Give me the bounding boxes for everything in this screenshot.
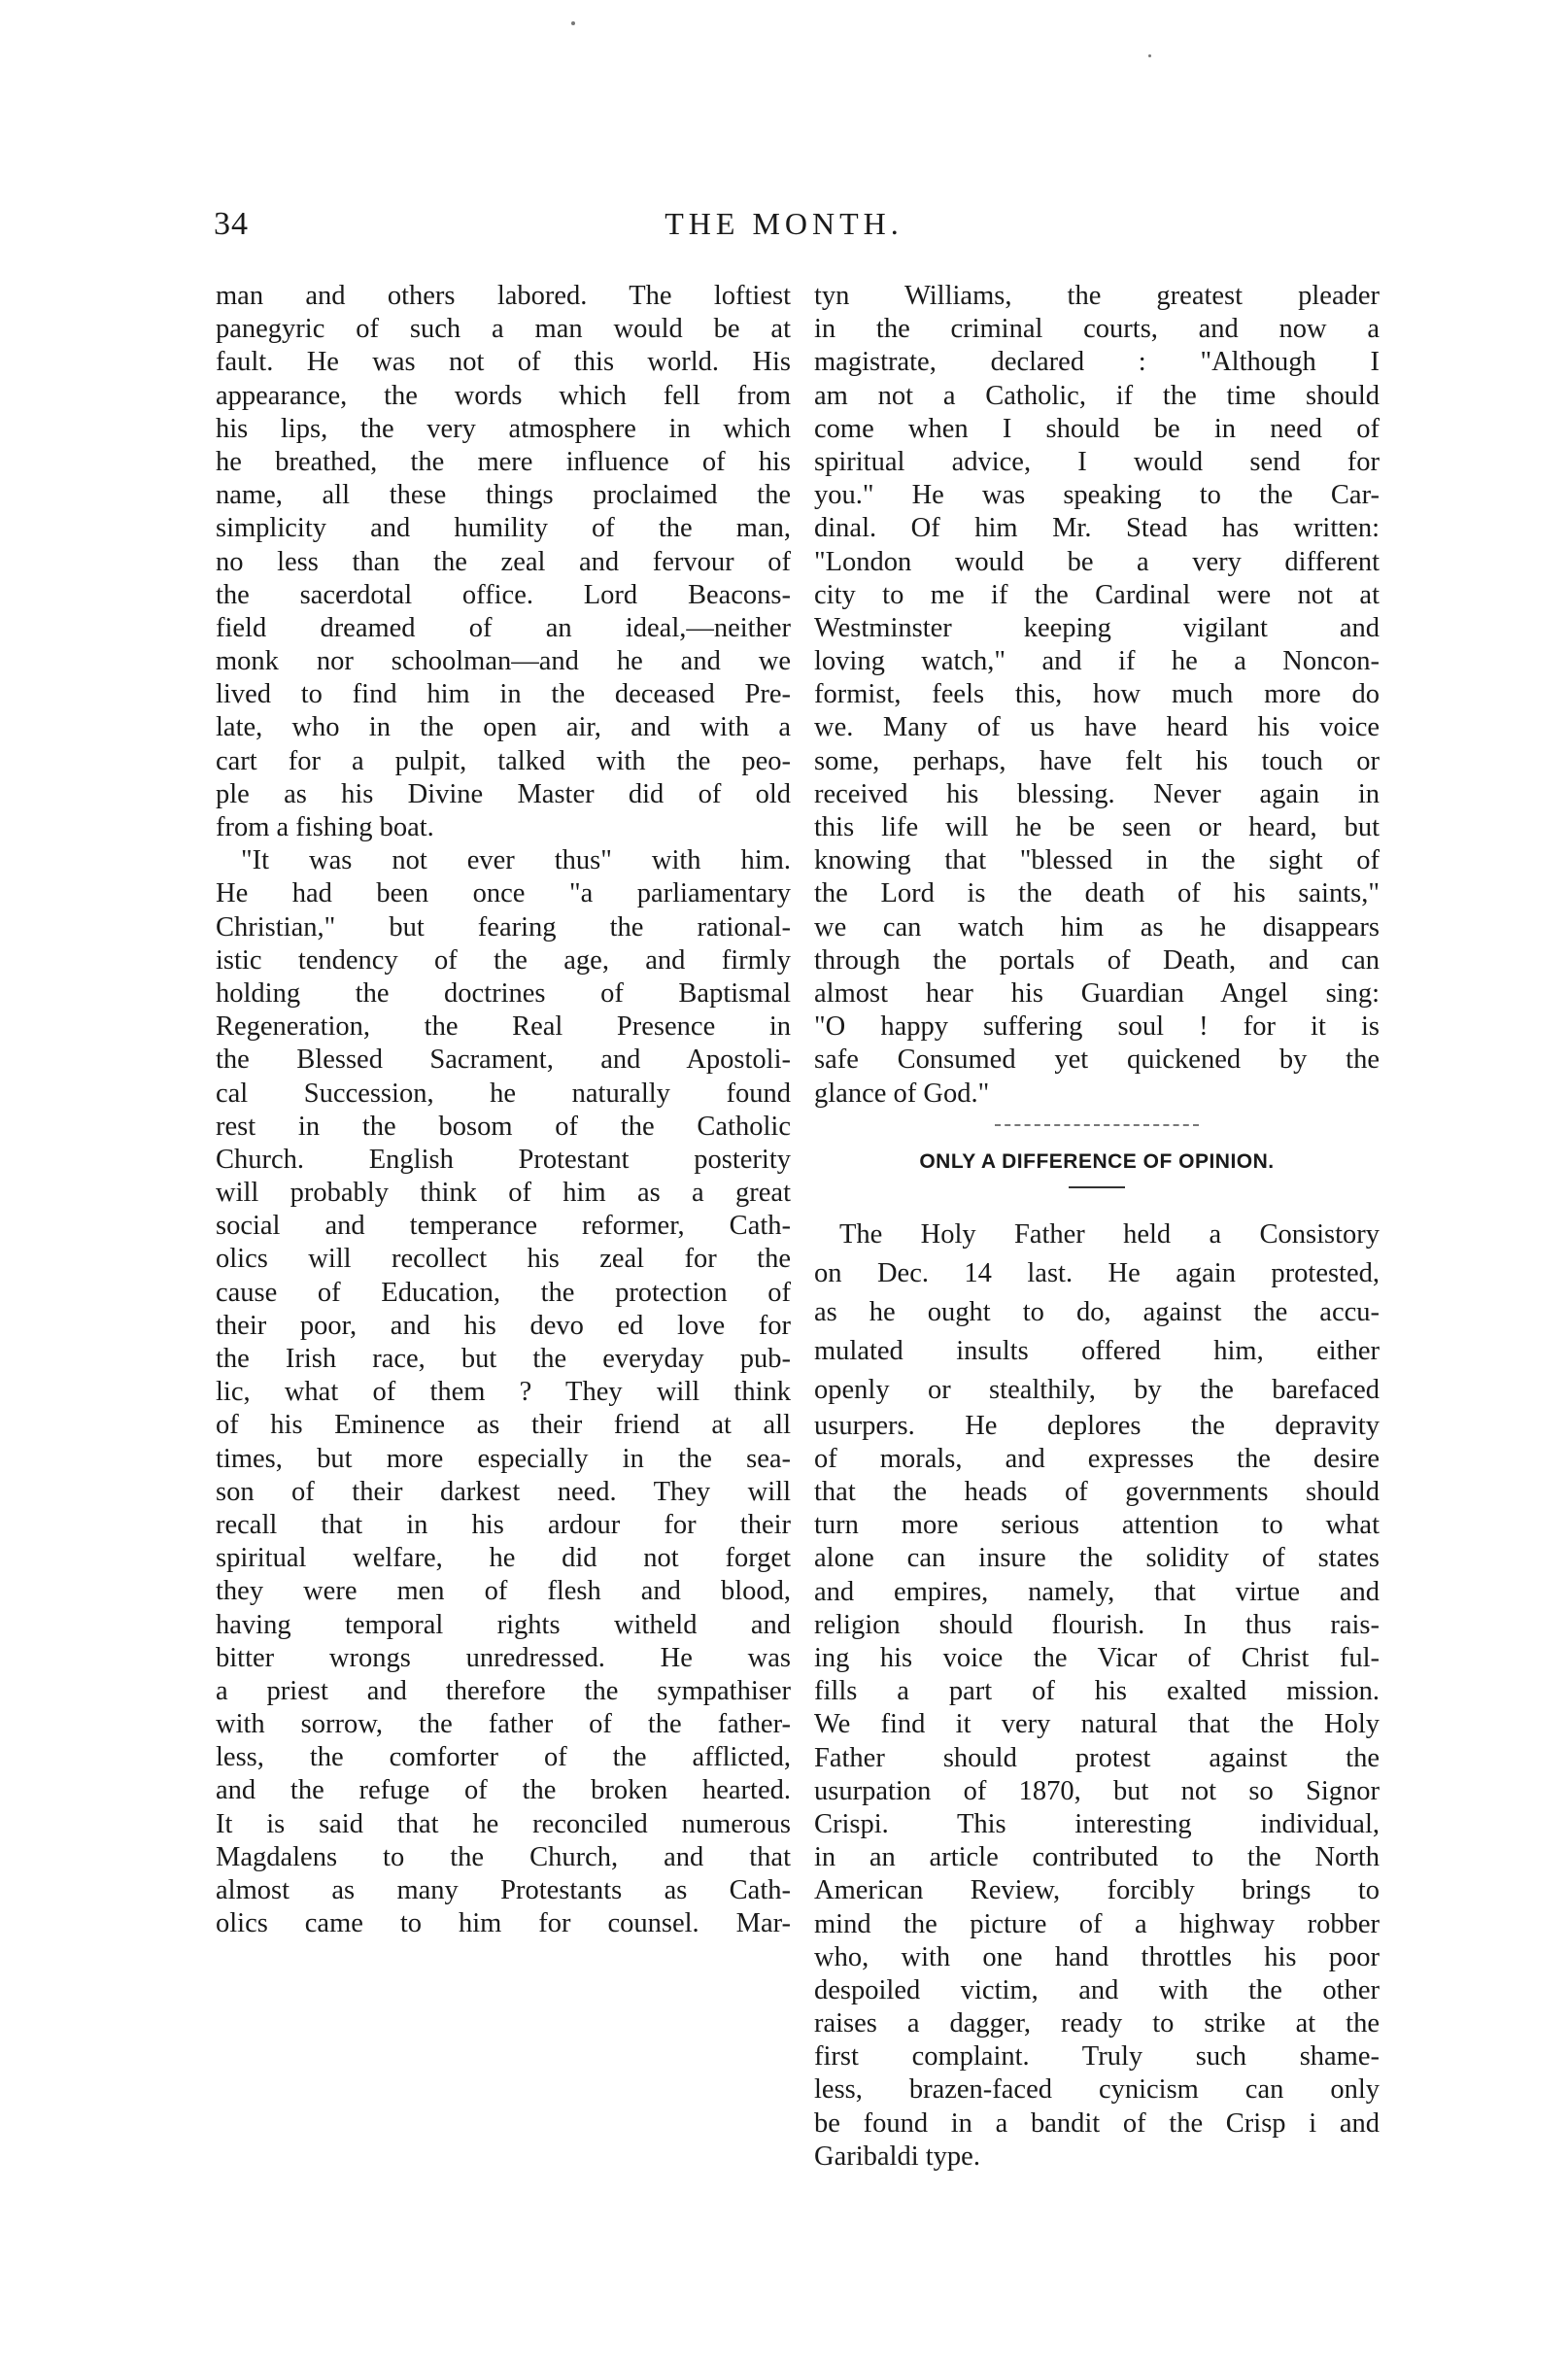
text-line: through the portals of Death, and can [814, 944, 1380, 976]
text-line: no less than the zeal and fervour of [216, 546, 791, 577]
text-line: Crispi. This interesting individual, [814, 1808, 1380, 1839]
text-line: will probably think of him as a great [216, 1178, 791, 1209]
text-line: that the heads of governments should [814, 1477, 1380, 1508]
text-line: religion should flourish. In thus rais- [814, 1609, 1380, 1640]
text-line: He had been once "a parliamentary [216, 878, 791, 909]
text-line: who, with one hand throttles his poor [814, 1941, 1380, 1972]
text-line: spiritual advice, I would send for [814, 446, 1380, 477]
text-line: Magdalens to the Church, and that [216, 1841, 791, 1872]
text-line: ing his voice the Vicar of Christ ful- [814, 1643, 1380, 1673]
text-line: dinal. Of him Mr. Stead has written: [814, 513, 1380, 544]
text-line: his lips, the very atmosphere in which [216, 413, 791, 444]
text-line: Church. English Protestant posterity [216, 1144, 791, 1175]
text-line: the sacerdotal office. Lord Beacons- [216, 579, 791, 610]
text-line: safe Consumed yet quickened by the [814, 1045, 1380, 1076]
text-line: in the criminal courts, and now a [814, 314, 1380, 345]
text-line: American Review, forcibly brings to [814, 1875, 1380, 1906]
text-line: the Irish race, but the everyday pub- [216, 1344, 791, 1374]
scan-speck [1148, 54, 1151, 57]
text-line: It is said that he reconciled numerous [216, 1808, 791, 1839]
text-line: rest in the bosom of the Catholic [216, 1111, 791, 1142]
text-line: spiritual welfare, he did not forget [216, 1543, 791, 1574]
text-line: olics came to him for counsel. Mar- [216, 1908, 791, 1939]
text-line: in an article contributed to the North [814, 1842, 1380, 1873]
text-line: city to me if the Cardinal were not at [814, 579, 1380, 610]
text-line: man and others labored. The loftiest [216, 281, 791, 311]
scan-speck [571, 21, 575, 25]
text-line: of morals, and expresses the desire [814, 1443, 1380, 1474]
text-line: cart for a pulpit, talked with the peo- [216, 745, 791, 776]
text-line: come when I should be in need of [814, 413, 1380, 444]
text-line: we. Many of us have heard his voice [814, 712, 1380, 743]
text-line: simplicity and humility of the man, [216, 513, 791, 544]
text-line: received his blessing. Never again in [814, 778, 1380, 809]
text-line: formist, feels this, how much more do [814, 679, 1380, 710]
text-line: cal Succession, he naturally found [216, 1078, 791, 1109]
text-line: We find it very natural that the Holy [814, 1709, 1380, 1740]
text-line: they were men of flesh and blood, [216, 1576, 791, 1607]
text-line: having temporal rights witheld and [216, 1609, 791, 1640]
text-line: fault. He was not of this world. His [216, 347, 791, 378]
text-line: first complaint. Truly such shame- [814, 2041, 1380, 2073]
text-line: a priest and therefore the sympathiser [216, 1675, 791, 1706]
text-line: Christian," but fearing the rational- [216, 911, 791, 942]
text-line: "O happy suffering soul ! for it is [814, 1011, 1380, 1043]
text-line: some, perhaps, have felt his touch or [814, 745, 1380, 776]
text-line: mind the picture of a highway robber [814, 1908, 1380, 1939]
section-body-opening [814, 1216, 1380, 1410]
text-line: holding the doctrines of Baptismal [216, 977, 791, 1009]
right-column-continued-text [814, 280, 1380, 1111]
text-line: late, who in the open air, and with a [216, 712, 791, 743]
text-line: their poor, and his devo ed love for [216, 1310, 791, 1341]
text-line: Westminster keeping vigilant and [814, 612, 1380, 643]
text-line: we can watch him as he disappears [814, 911, 1380, 942]
text-line: bitter wrongs unredressed. He was [216, 1642, 791, 1673]
text-line: the Blessed Sacrament, and Apostoli- [216, 1045, 791, 1076]
text-line: istic tendency of the age, and firmly [216, 944, 791, 976]
text-line: alone can insure the solidity of states [814, 1543, 1380, 1574]
text-line: social and temperance reformer, Cath- [216, 1211, 791, 1242]
text-line: loving watch," and if he a Noncon- [814, 646, 1380, 677]
text-line: as he ought to do, against the accu- [814, 1296, 1380, 1327]
text-line: usurpation of 1870, but not so Signor [814, 1775, 1380, 1806]
text-line: olics will recollect his zeal for the [216, 1244, 791, 1275]
text-line: appearance, the words which fell from [216, 380, 791, 411]
running-head: THE MONTH. [665, 206, 903, 241]
text-line: fills a part of his exalted mission. [814, 1676, 1380, 1707]
text-line: glance of God." [814, 1078, 990, 1109]
text-line: The Holy Father held a Consistory [839, 1218, 1380, 1250]
text-line: lic, what of them ? They will think [216, 1377, 791, 1408]
text-line: be found in a bandit of the Crisp i and [814, 2107, 1380, 2139]
text-line: cause of Education, the protection of [216, 1277, 791, 1308]
text-line: tyn Williams, the greatest pleader [814, 281, 1380, 311]
text-line: he breathed, the mere influence of his [216, 446, 791, 477]
text-line: monk nor schoolman—and he and we [216, 646, 791, 677]
text-line: "London would be a very different [814, 546, 1380, 577]
text-line: son of their darkest need. They will [216, 1476, 791, 1507]
page-number: 34 [214, 206, 249, 242]
text-line: raises a dagger, ready to strike at the [814, 2008, 1380, 2039]
text-line: the Lord is the death of his saints," [814, 878, 1380, 909]
text-line: Garibaldi type. [814, 2141, 980, 2172]
text-line: less, brazen-faced cynicism can only [814, 2074, 1380, 2106]
text-line: times, but more especially in the sea- [216, 1443, 791, 1474]
heading-rule [1069, 1186, 1125, 1194]
text-line: knowing that "blessed in the sight of [814, 845, 1380, 876]
text-line: Regeneration, the Real Presence in [216, 1011, 791, 1043]
right-column [814, 280, 1380, 2174]
text-line: panegyric of such a man would be at [216, 314, 791, 345]
text-line: Father should protest against the [814, 1742, 1380, 1773]
text-line: am not a Catholic, if the time should [814, 380, 1380, 411]
text-line: and the refuge of the broken hearted. [216, 1775, 791, 1806]
text-line: of his Eminence as their friend at all [216, 1410, 791, 1441]
text-line: from a fishing boat. [216, 812, 434, 842]
text-line: ple as his Divine Master did of old [216, 778, 791, 809]
text-line: magistrate, declared : "Although I [814, 347, 1380, 378]
text-line: with sorrow, the father of the father- [216, 1709, 791, 1740]
text-line: field dreamed of an ideal,—neither [216, 612, 791, 643]
text-line: and empires, namely, that virtue and [814, 1576, 1380, 1607]
text-line: despoiled victim, and with the other [814, 1974, 1380, 2005]
text-line: on Dec. 14 last. He again protested, [814, 1257, 1380, 1288]
left-column [216, 280, 791, 1940]
text-line: almost as many Protestants as Cath- [216, 1875, 791, 1905]
text-line: openly or stealthily, by the barefaced [814, 1374, 1380, 1405]
text-line: lived to find him in the deceased Pre- [216, 679, 791, 710]
section-separator [995, 1124, 1199, 1136]
text-line: mulated insults offered him, either [814, 1335, 1380, 1366]
text-line: name, all these things proclaimed the [216, 480, 791, 511]
text-line: this life will he be seen or heard, but [814, 812, 1380, 842]
text-line: "It was not ever thus" with him. [241, 845, 791, 876]
text-line: recall that in his ardour for their [216, 1509, 791, 1540]
text-line: turn more serious attention to what [814, 1510, 1380, 1541]
text-line: less, the comforter of the afflicted, [216, 1742, 791, 1773]
text-line: almost hear his Guardian Angel sing: [814, 977, 1380, 1009]
text-line: you." He was speaking to the Car- [814, 480, 1380, 511]
text-line: usurpers. He deplores the depravity [814, 1410, 1380, 1441]
section-heading: ONLY A DIFFERENCE OF OPINION. [919, 1149, 1275, 1173]
section-body [814, 1410, 1380, 2174]
